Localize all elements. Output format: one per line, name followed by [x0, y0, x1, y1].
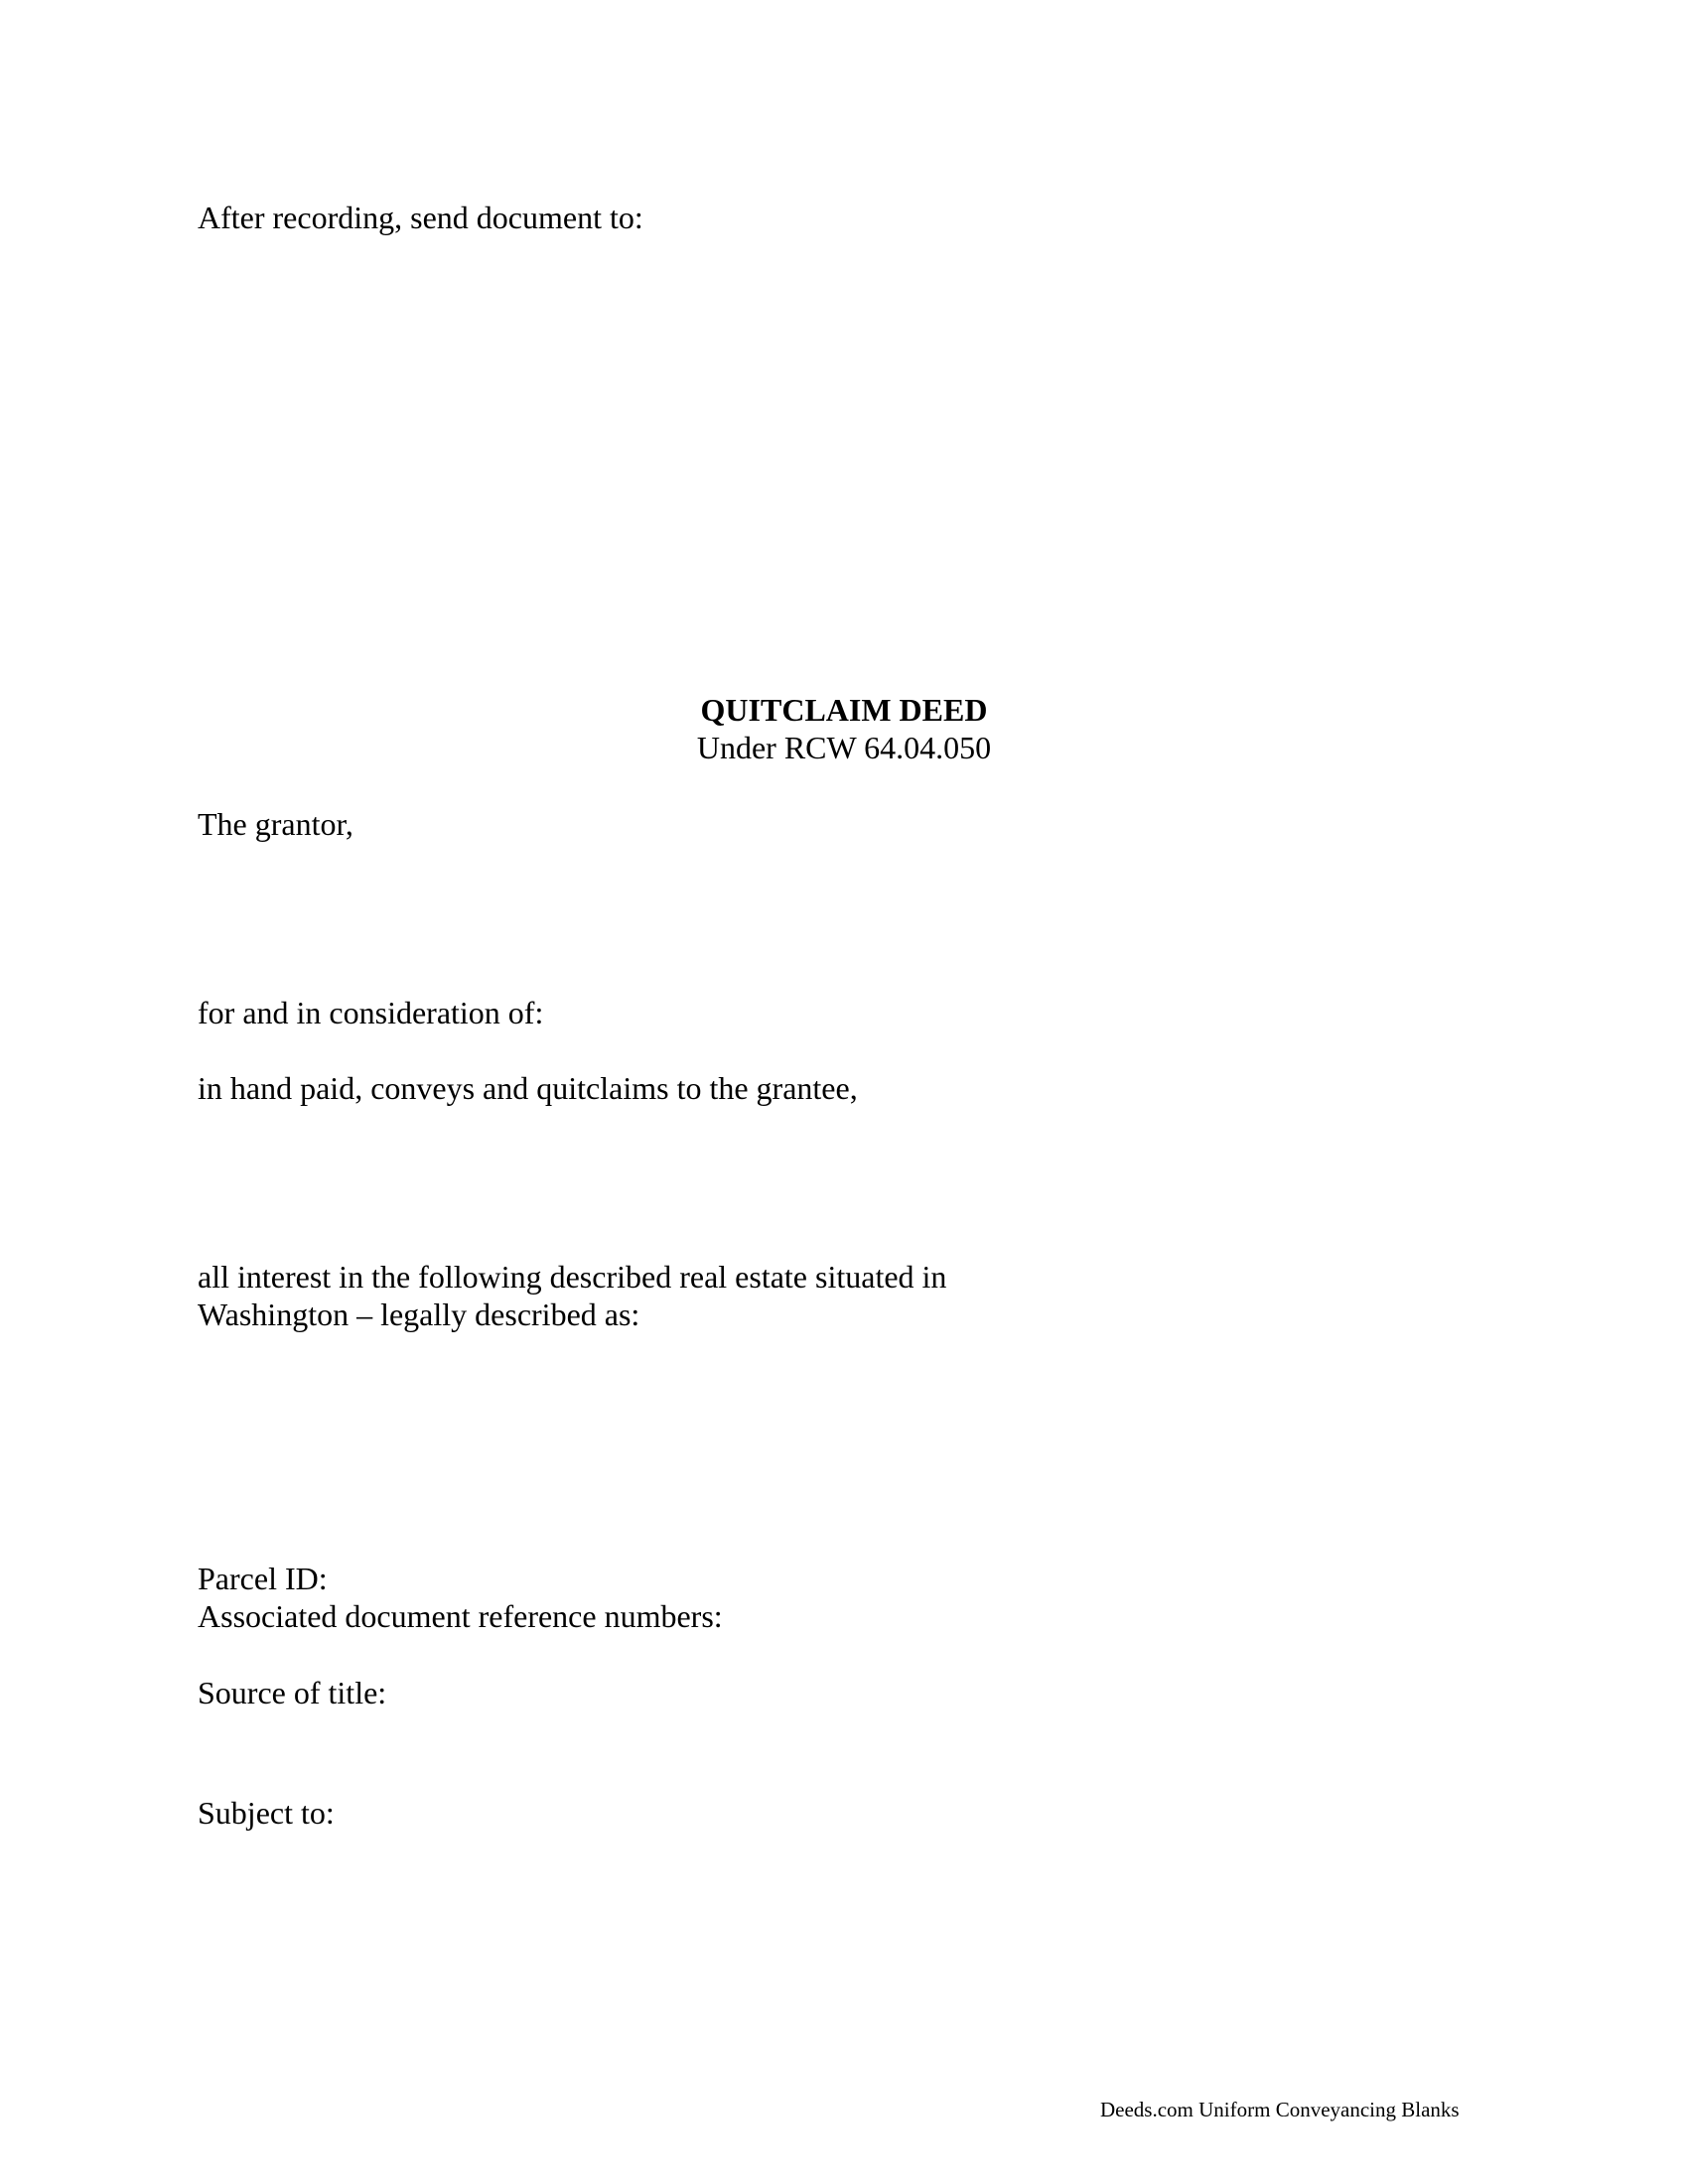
source-of-title-label: Source of title:: [198, 1675, 387, 1710]
document-subtitle: Under RCW 64.04.050: [696, 730, 992, 765]
parcel-id-label: Parcel ID:: [198, 1561, 328, 1596]
real-estate-line-2: Washington – legally described as:: [198, 1297, 640, 1332]
subject-to-label: Subject to:: [198, 1795, 335, 1831]
conveyance-text: in hand paid, conveys and quitclaims to the grantee,: [198, 1070, 858, 1106]
document-title: QUITCLAIM DEED: [700, 692, 988, 728]
footer-text: Deeds.com Uniform Conveyancing Blanks: [1100, 2098, 1460, 2121]
real-estate-line-1: all interest in the following described real estate situated in: [198, 1259, 947, 1295]
grantor-label: The grantor,: [198, 806, 353, 842]
associated-docs-label: Associated document reference numbers:: [198, 1598, 723, 1634]
consideration-label: for and in consideration of:: [198, 995, 544, 1030]
return-address-label: After recording, send document to:: [198, 200, 643, 235]
